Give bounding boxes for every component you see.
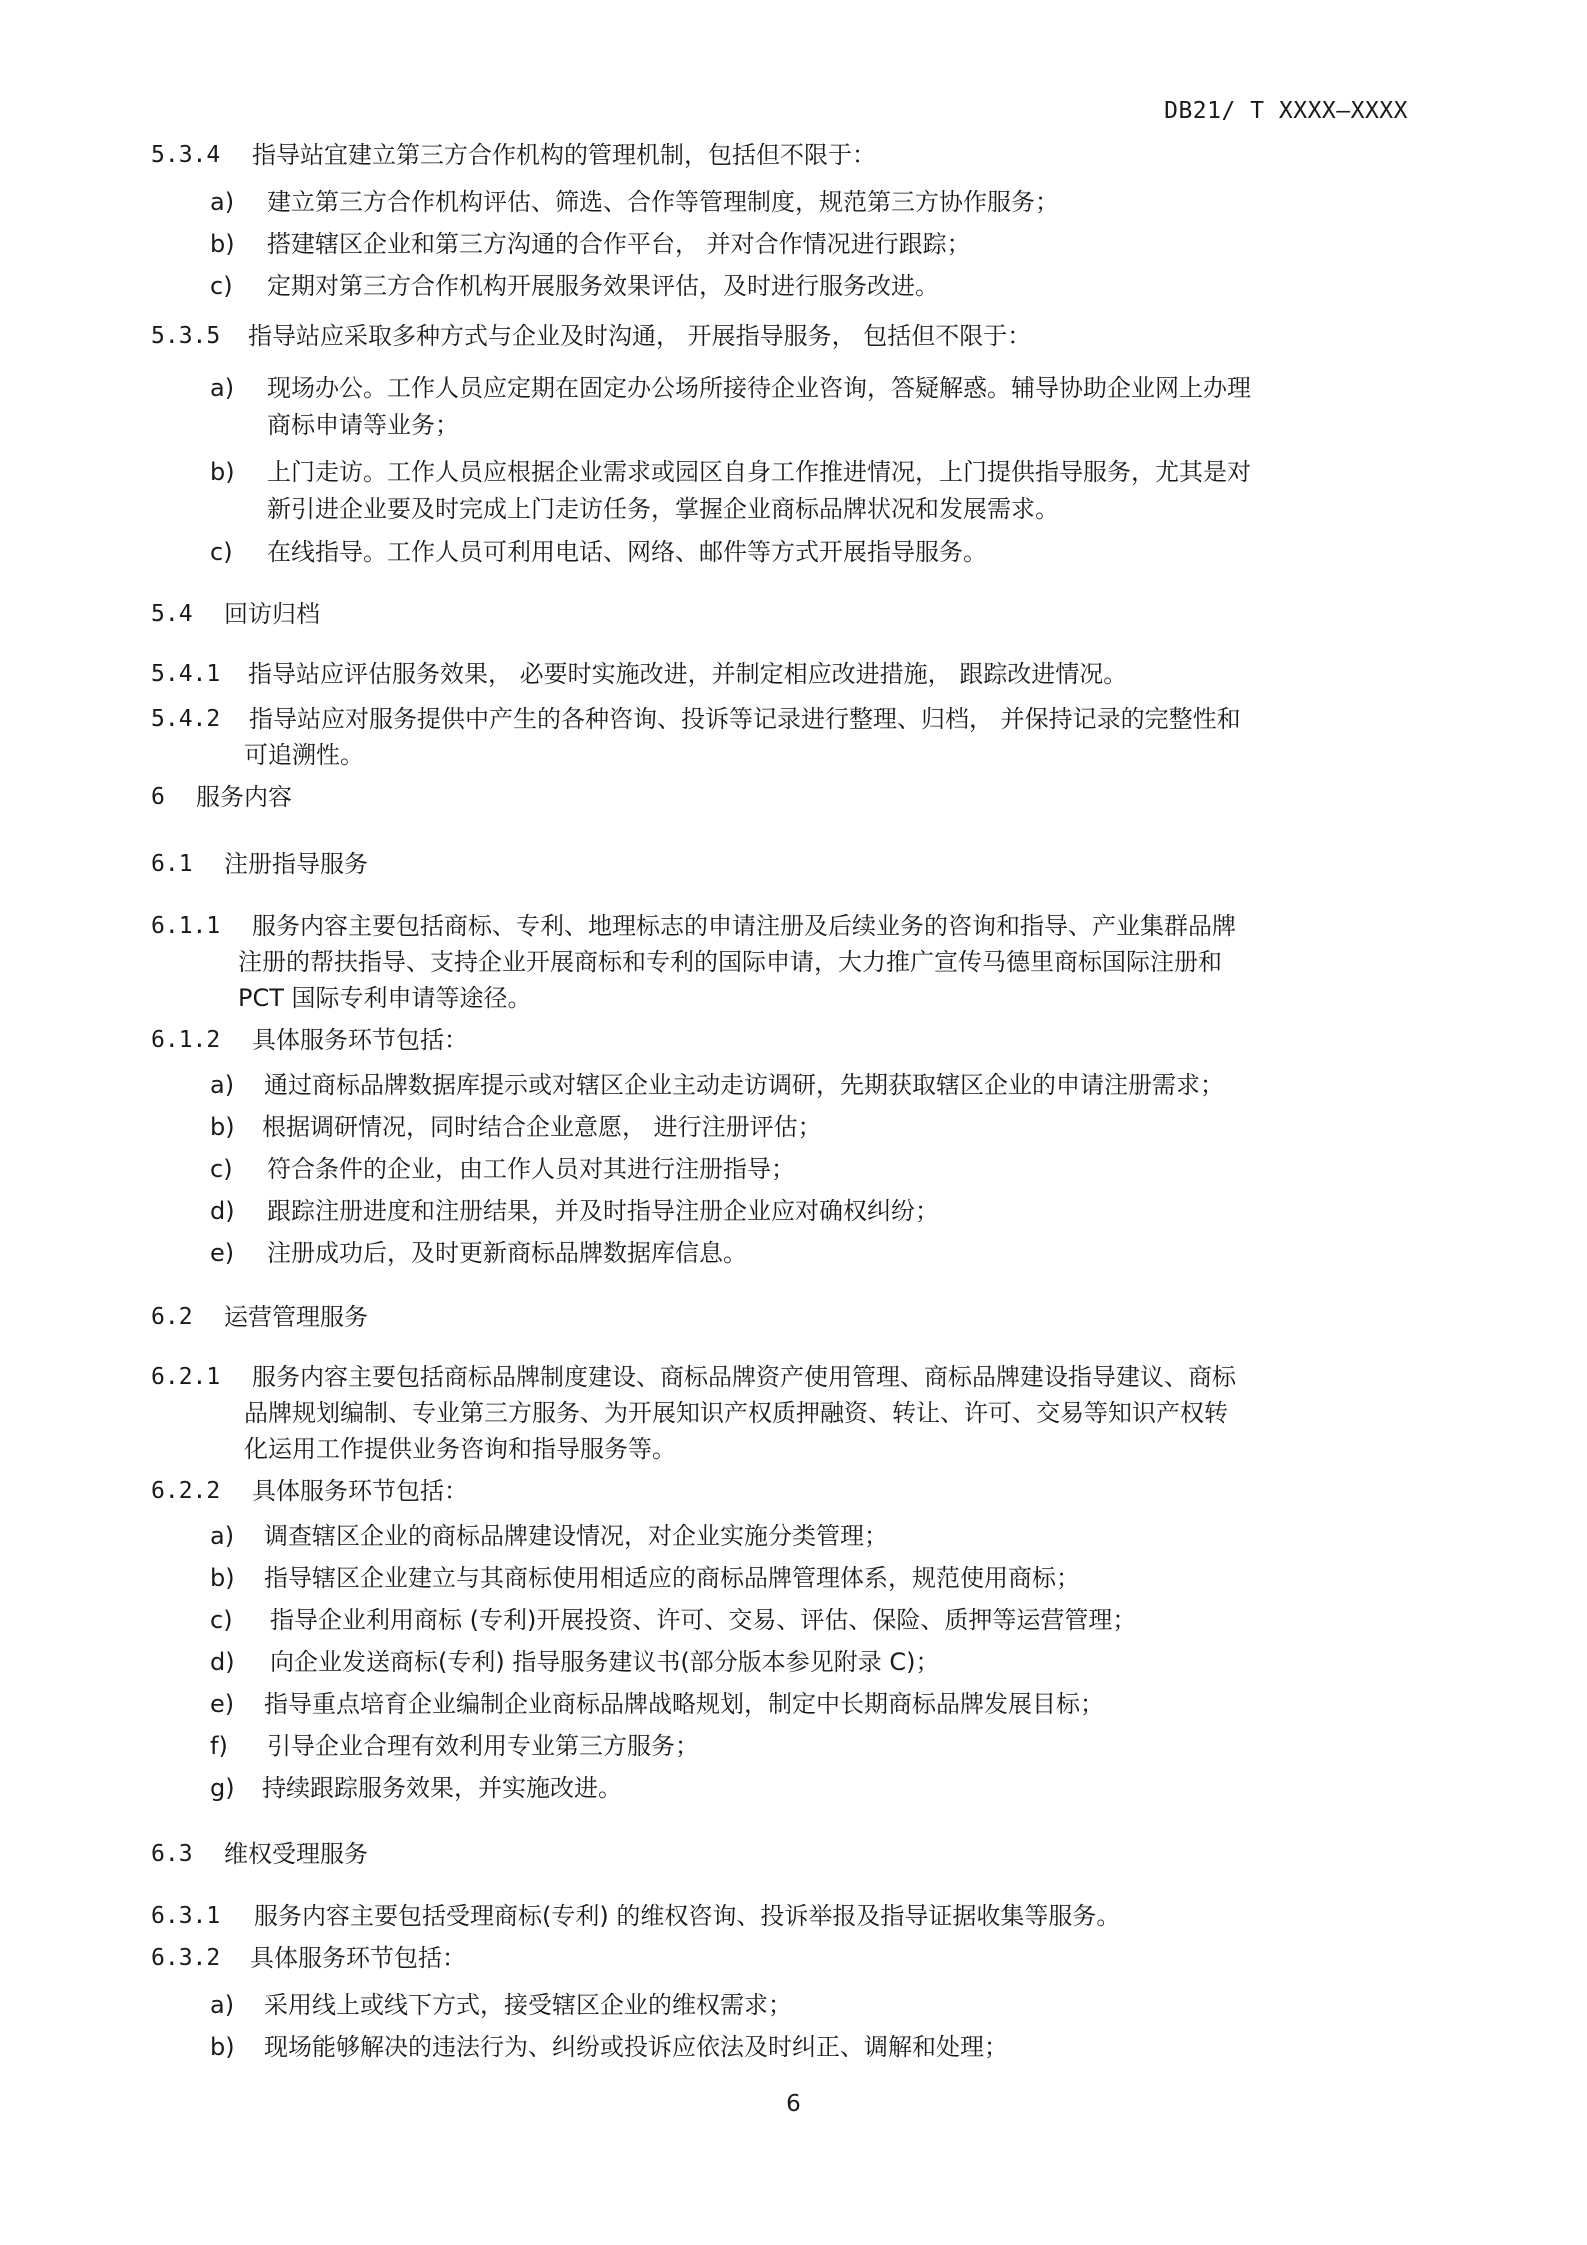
clause-text: 服务内容主要包括受理商标(专利) 的维权咨询、投诉举报及指导证据收集等服务。: [254, 1902, 1121, 1930]
clause-text-continued: 注册的帮扶指导、支持企业开展商标和专利的国际申请，大力推广宣传马德里商标国际注册和: [238, 948, 1222, 976]
list-item-label: b): [210, 1113, 235, 1141]
clause-text-continued: PCT 国际专利申请等途径。: [238, 984, 532, 1012]
clause-text: 服务内容主要包括商标品牌制度建设、商标品牌资产使用管理、商标品牌建设指导建议、商标: [252, 1363, 1236, 1391]
clause-text: 指导站应评估服务效果， 必要时实施改进，并制定相应改进措施， 跟踪改进情况。: [248, 660, 1128, 688]
clause-text-continued: 化运用工作提供业务咨询和指导服务等。: [244, 1435, 676, 1463]
list-item-text: 通过商标品牌数据库提示或对辖区企业主动走访调研，先期获取辖区企业的申请注册需求；: [264, 1071, 1224, 1099]
clause-number: 6.1.2: [151, 1027, 221, 1053]
clause-number: 5.3.5: [151, 323, 221, 349]
chapter-number: 6: [151, 784, 165, 810]
clause-text-continued: 品牌规划编制、专业第三方服务、为开展知识产权质押融资、转让、许可、交易等知识产权转: [244, 1399, 1228, 1427]
list-item-text: 注册成功后，及时更新商标品牌数据库信息。: [267, 1239, 747, 1267]
list-item-text: 建立第三方合作机构评估、筛选、合作等管理制度，规范第三方协作服务；: [267, 188, 1059, 216]
list-item-text: 符合条件的企业，由工作人员对其进行注册指导；: [267, 1155, 795, 1183]
clause-text-continued: 可追溯性。: [244, 741, 364, 769]
list-item-text: 上门走访。工作人员应根据企业需求或园区自身工作推进情况，上门提供指导服务，尤其是对: [267, 458, 1251, 486]
list-item-label: d): [210, 1197, 235, 1225]
list-item-label: d): [210, 1648, 235, 1676]
list-item-label: b): [210, 458, 235, 486]
list-item-text: 跟踪注册进度和注册结果，并及时指导注册企业应对确权纠纷；: [267, 1197, 939, 1225]
clause-text: 指导站应采取多种方式与企业及时沟通， 开展指导服务， 包括但不限于：: [248, 322, 1032, 350]
list-item-label: a): [210, 1071, 235, 1099]
list-item-label: e): [210, 1239, 235, 1267]
list-item-label: c): [210, 1606, 233, 1634]
chapter-title: 服务内容: [196, 783, 292, 811]
list-item-text: 持续跟踪服务效果，并实施改进。: [262, 1774, 622, 1802]
list-item-label: b): [210, 2033, 235, 2061]
clause-number: 6.2.2: [151, 1478, 221, 1504]
section-heading: 回访归档: [224, 600, 320, 628]
list-item-text: 指导企业利用商标 (专利)开展投资、许可、交易、评估、保险、质押等运营管理；: [270, 1606, 1137, 1634]
list-item-text: 根据调研情况，同时结合企业意愿， 进行注册评估；: [262, 1113, 822, 1141]
clause-number: 6.2.1: [151, 1364, 221, 1390]
section-number: 6.3: [151, 1841, 193, 1867]
section-heading: 注册指导服务: [224, 850, 368, 878]
list-item-label: a): [210, 188, 235, 216]
page-number: 6: [786, 2091, 801, 2117]
list-item-label: c): [210, 272, 233, 300]
list-item-text: 搭建辖区企业和第三方沟通的合作平台， 并对合作情况进行跟踪；: [267, 230, 971, 258]
list-item-text: 指导辖区企业建立与其商标使用相适应的商标品牌管理体系，规范使用商标；: [264, 1564, 1080, 1592]
list-item-label: a): [210, 1991, 235, 2019]
list-item-text: 现场能够解决的违法行为、纠纷或投诉应依法及时纠正、调解和处理；: [264, 2033, 1008, 2061]
list-item-text: 现场办公。工作人员应定期在固定办公场所接待企业咨询，答疑解惑。辅导协助企业网上办理: [267, 374, 1251, 402]
list-item-label: g): [210, 1774, 235, 1802]
list-item-label: e): [210, 1690, 235, 1718]
clause-number: 5.4.1: [151, 661, 221, 687]
list-item-text: 定期对第三方合作机构开展服务效果评估，及时进行服务改进。: [267, 272, 939, 300]
list-item-label: c): [210, 1155, 233, 1183]
list-item-text: 采用线上或线下方式，接受辖区企业的维权需求；: [264, 1991, 792, 2019]
clause-number: 6.1.1: [151, 913, 221, 939]
clause-text: 具体服务环节包括：: [252, 1026, 468, 1054]
list-item-text: 引导企业合理有效利用专业第三方服务；: [267, 1732, 699, 1760]
clause-text: 具体服务环节包括：: [252, 1477, 468, 1505]
list-item-text-continued: 新引进企业要及时完成上门走访任务，掌握企业商标品牌状况和发展需求。: [267, 495, 1059, 523]
section-number: 5.4: [151, 601, 193, 627]
list-item-text-continued: 商标申请等业务；: [267, 411, 459, 439]
list-item-label: b): [210, 1564, 235, 1592]
list-item-label: b): [210, 230, 235, 258]
clause-number: 6.3.1: [151, 1903, 221, 1929]
clause-text: 指导站应对服务提供中产生的各种咨询、投诉等记录进行整理、归档， 并保持记录的完整性和: [249, 705, 1241, 733]
clause-text: 服务内容主要包括商标、专利、地理标志的申请注册及后续业务的咨询和指导、产业集群品牌: [252, 912, 1236, 940]
list-item-text: 调查辖区企业的商标品牌建设情况，对企业实施分类管理；: [264, 1522, 888, 1550]
list-item-label: a): [210, 374, 235, 402]
section-number: 6.2: [151, 1304, 193, 1330]
section-number: 6.1: [151, 851, 193, 877]
list-item-label: c): [210, 538, 233, 566]
clause-text: 具体服务环节包括：: [250, 1944, 466, 1972]
list-item-text: 指导重点培育企业编制企业商标品牌战略规划，制定中长期商标品牌发展目标；: [264, 1690, 1104, 1718]
list-item-label: f): [210, 1732, 228, 1760]
list-item-text: 在线指导。工作人员可利用电话、网络、邮件等方式开展指导服务。: [267, 538, 987, 566]
list-item-label: a): [210, 1522, 235, 1550]
clause-text: 指导站宜建立第三方合作机构的管理机制，包括但不限于：: [252, 141, 876, 169]
clause-number: 5.4.2: [151, 706, 221, 732]
clause-number: 5.3.4: [151, 142, 221, 168]
section-heading: 维权受理服务: [224, 1840, 368, 1868]
section-heading: 运营管理服务: [224, 1303, 368, 1331]
document-code-header: DB21/ T XXXX—XXXX: [1164, 98, 1408, 124]
clause-number: 6.3.2: [151, 1945, 221, 1971]
list-item-text: 向企业发送商标(专利) 指导服务建议书(部分版本参见附录 C)；: [270, 1648, 940, 1676]
